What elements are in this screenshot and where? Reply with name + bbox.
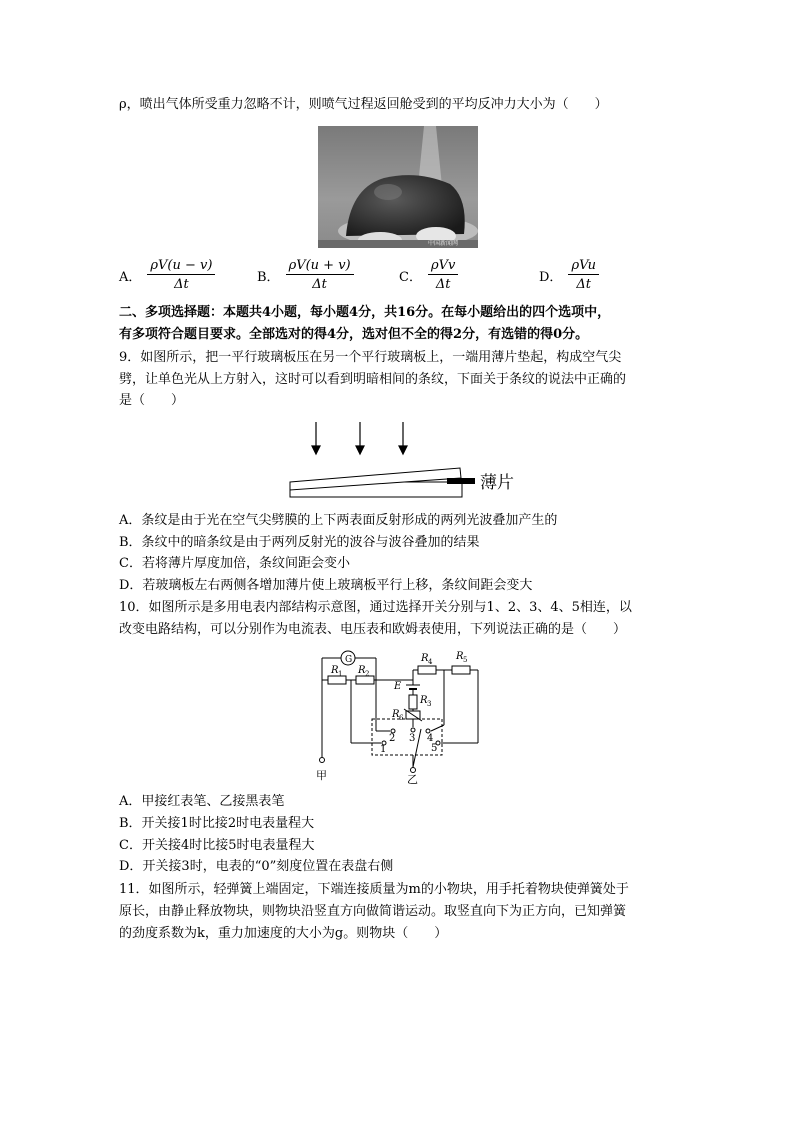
air-wedge-figure — [284, 418, 534, 506]
return-capsule-photo — [318, 126, 478, 248]
q8-option-a[interactable]: A． $\frac{\rho V(u - v)}{\Delta t}$ — [119, 258, 215, 292]
r2-label: R — [358, 665, 366, 676]
q11-stem-3: 的劲度系数为k，重力加速度的大小为g。则物块（ ） — [119, 926, 448, 941]
q10-option-b[interactable]: B．开关接1时比接2时电表量程大 — [119, 816, 315, 831]
photo-watermark: 中国新闻网 — [428, 240, 459, 247]
terminal-jia-icon — [320, 758, 325, 763]
svg-text:5: 5 — [463, 656, 468, 664]
q10-option-a[interactable]: A．甲接红表笔、乙接黑表笔 — [119, 794, 285, 809]
r1-label: R — [331, 665, 339, 676]
q10-option-d[interactable]: D．开关接3时，电表的“0”刻度位置在表盘右侧 — [119, 859, 394, 874]
q9-option-d[interactable]: D．若玻璃板左右两侧各增加薄片使上玻璃板平行上移，条纹间距会变大 — [119, 578, 533, 593]
terminal-3-label: 3 — [409, 733, 416, 744]
yi-label: 乙 — [407, 773, 418, 785]
q11-stem-1: 11．如图所示，轻弹簧上端固定，下端连接质量为m的小物块，用手托着物块使弹簧处于 — [119, 882, 629, 897]
terminal-yi-icon — [411, 768, 416, 773]
q9-option-b[interactable]: B．条纹中的暗条纹是由于两列反射光的波谷与波谷叠加的结果 — [119, 535, 480, 550]
jia-label: 甲 — [316, 769, 327, 782]
terminal-5-label: 5 — [431, 743, 438, 754]
q9-stem-1: 9．如图所示，把一平行玻璃板压在另一个平行玻璃板上，一端用薄片垫起，构成空气尖 — [119, 350, 622, 365]
q9-option-c[interactable]: C．若将薄片厚度加倍，条纹间距会变小 — [119, 556, 350, 571]
thin-sheet — [447, 478, 475, 484]
q9-stem-3: 是（ ） — [119, 393, 185, 408]
svg-text:6: 6 — [399, 714, 404, 722]
q8-option-b[interactable]: B． $\frac{\rho V(u + v)}{\Delta t}$ — [257, 258, 354, 292]
svg-text:3: 3 — [427, 700, 432, 708]
q9-option-a[interactable]: A．条纹是由于光在空气尖劈膜的上下两表面反射形成的两列光波叠加产生的 — [119, 513, 558, 528]
terminal-1-label: 1 — [380, 744, 387, 755]
svg-text:2: 2 — [365, 670, 370, 678]
r4-label: R — [421, 653, 429, 664]
q8-options — [119, 258, 639, 302]
q10-option-c[interactable]: C．开关接4时比接5时电表量程大 — [119, 838, 315, 853]
section2-heading-1: 二、多项选择题：本题共4小题，每小题4分，共16分。在每小题给出的四个选项中， — [119, 305, 611, 320]
q8-stem-tail: ρ，喷出气体所受重力忽略不计，则喷气过程返回舱受到的平均反冲力大小为（ ） — [119, 97, 608, 112]
svg-text:1: 1 — [338, 670, 343, 678]
q8-option-d[interactable]: D． $\frac{\text{ρVu}}{\Delta t}$ — [539, 258, 599, 292]
multimeter-circuit — [314, 645, 486, 785]
r3-label: R — [420, 695, 428, 706]
r6-label: R — [392, 709, 400, 720]
svg-text:4: 4 — [428, 658, 433, 666]
upper-glass-plate — [290, 468, 461, 490]
resistor-r3 — [409, 695, 417, 709]
resistor-r1 — [328, 676, 346, 684]
q10-stem-1: 10．如图所示是多用电表内部结构示意图，通过选择开关分别与1、2、3、4、5相连，以 — [119, 600, 632, 615]
resistor-r4 — [418, 666, 436, 674]
galvanometer-label: G — [345, 655, 353, 665]
q8-option-c[interactable]: C． $\frac{\text{ρVv}}{\Delta t}$ — [399, 258, 458, 292]
q10-stem-2: 改变电路结构，可以分别作为电流表、电压表和欧姆表使用，下列说法正确的是（ ） — [119, 622, 627, 637]
r5-label: R — [456, 651, 464, 662]
section2-heading-2: 有多项符合题目要求。全部选对的得4分，选对但不全的得2分，有选错的得0分。 — [119, 327, 589, 342]
terminal-2-label: 2 — [389, 733, 396, 744]
light-arrow-icon — [312, 422, 407, 454]
resistor-r5 — [452, 666, 470, 674]
q9-stem-2: 劈，让单色光从上方射入，这时可以看到明暗相间的条纹，下面关于条纹的说法中正确的 — [119, 372, 627, 387]
emf-label: E — [394, 681, 402, 692]
q11-stem-2: 原长，由静止释放物块，则物块沿竖直方向做简谐运动。取竖直向下为正方向，已知弹簧 — [119, 904, 627, 919]
terminal-4-label: 4 — [427, 733, 434, 744]
thin-sheet-label: 薄片 — [480, 473, 514, 493]
